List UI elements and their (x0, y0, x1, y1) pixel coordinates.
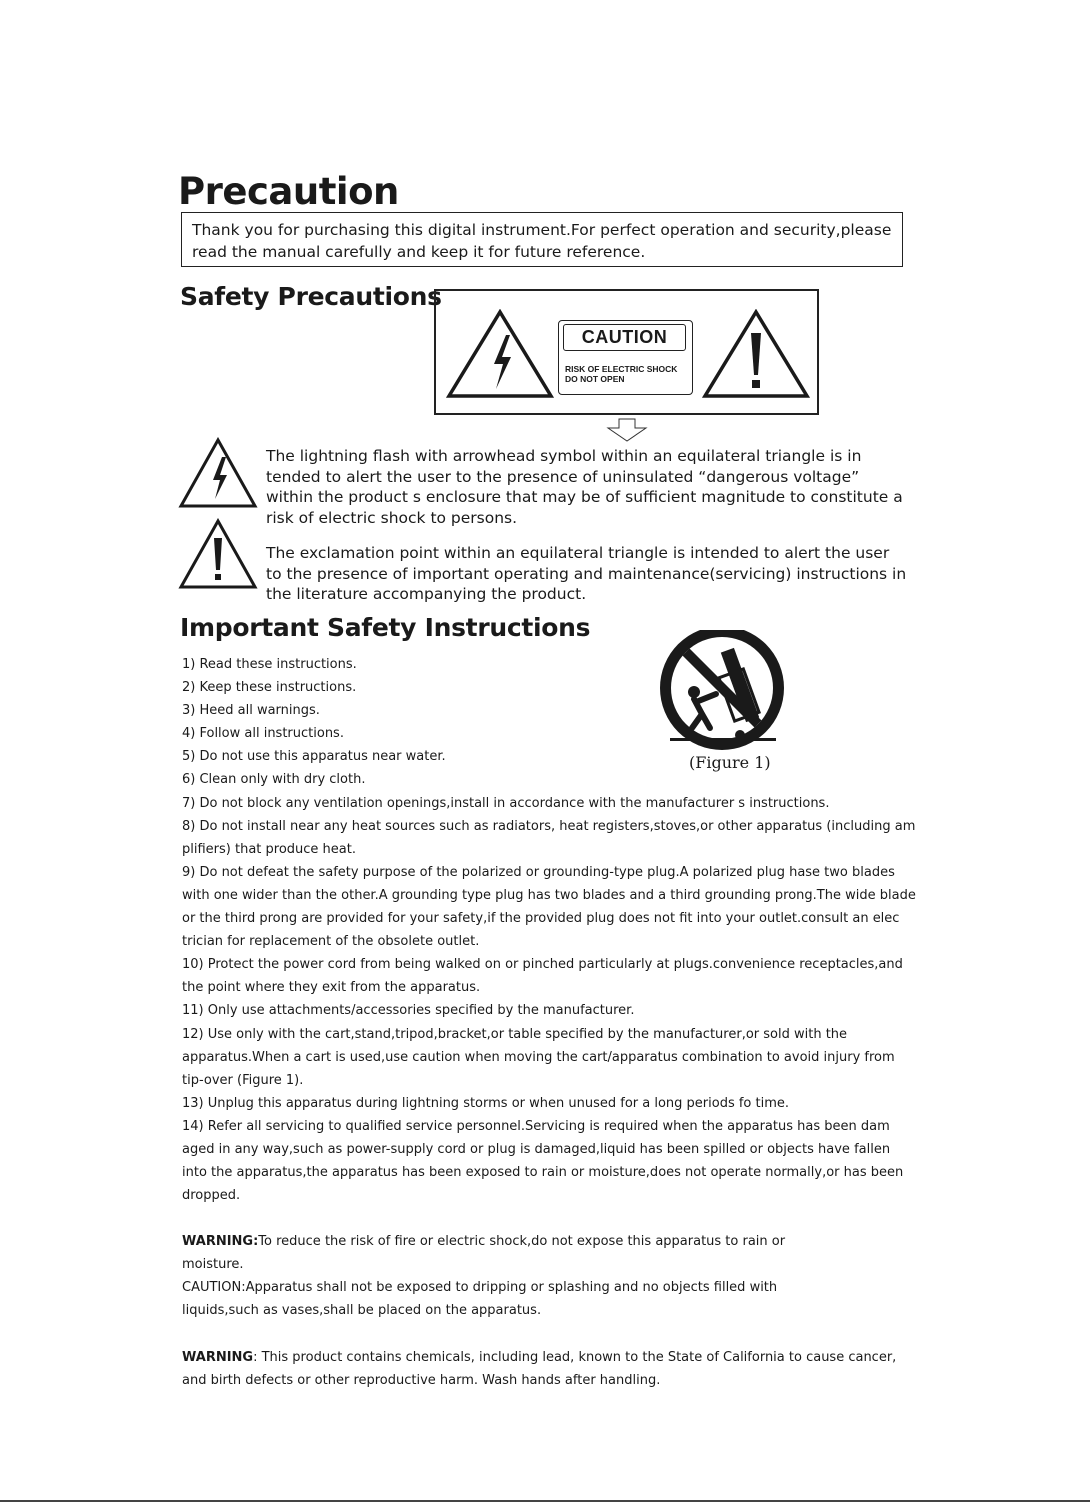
bottom-rule (0, 1500, 1090, 1502)
caution-label (558, 320, 693, 395)
caution-subtext-line-2: DO NOT OPEN (565, 374, 625, 384)
down-arrow-icon (606, 418, 648, 442)
instruction-line: tip-over (Figure 1). (182, 1072, 304, 1088)
instruction-line: 14) Refer all servicing to qualified service personnel.Servicing is required when the apparatus has been dam (182, 1118, 890, 1134)
figure-caption: (Figure 1) (689, 753, 771, 772)
caution-subtext (565, 364, 677, 384)
instruction-line: into the apparatus,the apparatus has been exposed to rain or moisture,does not operate normally,or has been (182, 1165, 904, 1181)
instruction-line: 7) Do not block any ventilation openings,install in accordance with the manufacturer s instructions. (182, 795, 830, 811)
instruction-line: 9) Do not defeat the safety purpose of the polarized or grounding-type plug.A polarized plug hase two blades (182, 864, 895, 880)
instruction-line: 6) Clean only with dry cloth. (182, 772, 366, 788)
instruction-line: 4) Follow all instructions. (182, 726, 344, 742)
instruction-line: dropped. (182, 1188, 241, 1204)
lightning-line: tended to alert the user to the presence of uninsulated “dangerous voltage” (266, 467, 860, 486)
exclamation-line: The exclamation point within an equilateral triangle is intended to alert the user (266, 544, 890, 562)
instruction-line: apparatus.When a cart is used,use caution when moving the cart/apparatus combination to avoid injury from (182, 1049, 895, 1065)
warning-california-line-2: and birth defects or other reproductive harm. Wash hands after handling. (182, 1373, 661, 1389)
lightning-description (266, 446, 903, 528)
warning-california-text: : This product contains chemicals, including lead, known to the State of California to cause cancer, (253, 1350, 897, 1365)
caution-word: CAUTION (563, 324, 686, 351)
warning-rain-line-2: moisture. (182, 1257, 244, 1273)
warning-label: WARNING (182, 1350, 254, 1365)
lightning-line: The lightning flash with arrowhead symbol within an equilateral triangle is in (266, 447, 862, 465)
exclamation-description (266, 543, 906, 605)
lightning-symbol-icon (178, 437, 258, 509)
lightning-line: risk of electric shock to persons. (266, 508, 518, 527)
caution-dripping-line-2: liquids,such as vases,shall be placed on the apparatus. (182, 1303, 542, 1319)
instruction-line: the point where they exit from the apparatus. (182, 980, 481, 996)
instruction-line: trician for replacement of the obsolete outlet. (182, 934, 480, 950)
instruction-line: 2) Keep these instructions. (182, 680, 357, 696)
exclamation-symbol-icon (178, 518, 258, 590)
intro-box (181, 212, 903, 267)
instruction-line: 13) Unplug this apparatus during lightning storms or when unused for a long periods fo time. (182, 1095, 790, 1111)
warning-rain (182, 1230, 785, 1322)
warning-california-line-1 (182, 1346, 896, 1369)
instruction-line: or the third prong are provided for your safety,if the provided plug does not fit into your outlet.consult an elec (182, 911, 900, 927)
caution-dripping-line-1: CAUTION:Apparatus shall not be exposed to dripping or splashing and no objects filled with (182, 1280, 778, 1296)
instruction-line: 11) Only use attachments/accessories specified by the manufacturer. (182, 1003, 635, 1019)
exclamation-line: the literature accompanying the product. (266, 585, 587, 603)
instruction-line: 10) Protect the power cord from being walked on or pinched particularly at plugs.convenience receptacles,and (182, 957, 903, 973)
instruction-line: 12) Use only with the cart,stand,tripod,bracket,or table specified by the manufacturer,or sold with the (182, 1026, 848, 1042)
instruction-line: plifiers) that produce heat. (182, 841, 356, 857)
warning-label: WARNING: (182, 1234, 259, 1249)
warning-california (182, 1346, 896, 1392)
exclamation-warning-icon (702, 309, 810, 399)
page-title: Precaution (178, 170, 399, 213)
exclamation-line: to the presence of important operating and maintenance(servicing) instructions in (266, 564, 907, 583)
caution-subtext-line-1: RISK OF ELECTRIC SHOCK (565, 364, 678, 374)
intro-line-1: Thank you for purchasing this digital instrument.For perfect operation and security,please (192, 221, 892, 239)
lightning-warning-icon (446, 309, 554, 399)
warning-rain-line-1 (182, 1230, 785, 1253)
instructions-list (182, 653, 916, 1207)
instruction-line: 3) Heed all warnings. (182, 703, 320, 719)
important-safety-heading: Important Safety Instructions (180, 613, 591, 642)
instruction-line: 8) Do not install near any heat sources such as radiators, heat registers,stoves,or other apparatus (including am (182, 818, 916, 834)
safety-precautions-heading: Safety Precautions (180, 282, 442, 311)
warning-rain-text: To reduce the risk of fire or electric shock,do not expose this apparatus to rain or (258, 1234, 786, 1249)
instruction-line: aged in any way,such as power-supply cord or plug is damaged,liquid has been spilled or objects have fallen (182, 1141, 891, 1157)
lightning-line: within the product s enclosure that may be of sufficient magnitude to constitute a (266, 488, 903, 506)
instruction-line: with one wider than the other.A grounding type plug has two blades and a third grounding prong.The wide blade (182, 887, 916, 903)
instruction-line: 1) Read these instructions. (182, 657, 357, 672)
instruction-line: 5) Do not use this apparatus near water. (182, 749, 446, 765)
intro-line-2: read the manual carefully and keep it for future reference. (192, 243, 646, 261)
